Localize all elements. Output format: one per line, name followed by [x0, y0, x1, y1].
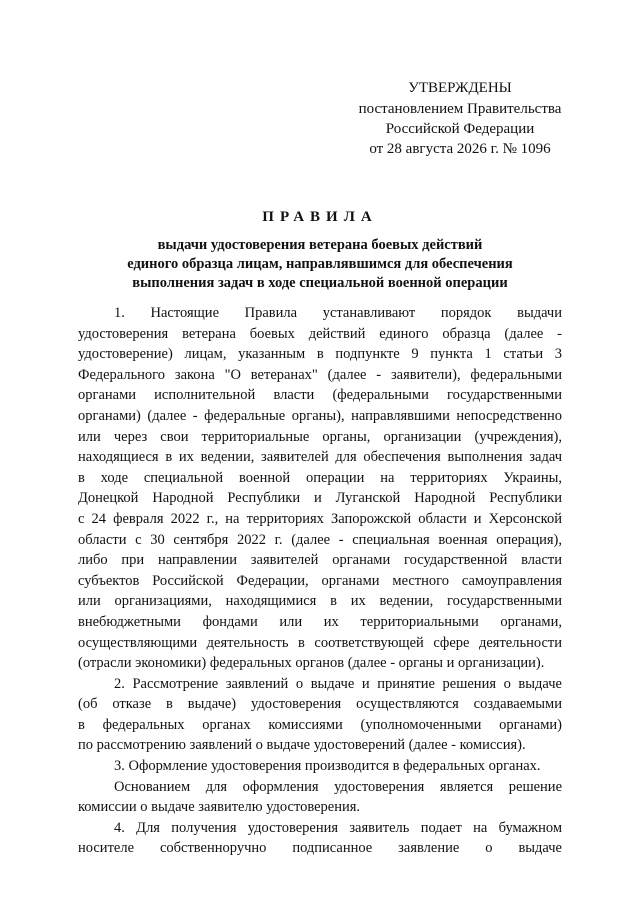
paragraph-line: 2. Рассмотрение заявлений о выдаче и принятие решения о выдаче: [114, 675, 562, 692]
document-title: ПРАВИЛА: [262, 209, 378, 225]
paragraph-line: (об отказе в выдаче) удостоверения осуществляются создаваемыми: [78, 696, 562, 713]
paragraph-line: с 24 февраля 2022 г., на территориях Запорожской области и Херсонской: [78, 510, 562, 527]
paragraph-line: субъектов Российской Федерации, органами местного самоуправления: [78, 572, 562, 589]
subtitle-line: выдачи удостоверения ветерана боевых действий: [157, 237, 483, 253]
paragraph-line: Федерального закона "О ветеранах" (далее - заявители), федеральными: [78, 366, 562, 383]
paragraph-line: или через свои территориальные органы, организации (учреждения),: [78, 428, 562, 445]
paragraph-line: Донецкой Народной Республики и Луганской Народной Республики: [78, 490, 562, 507]
subtitle-line: единого образца лицам, направлявшимся для обеспечения: [127, 256, 513, 272]
paragraph-line: находящиеся в их ведении, заявителей для обеспечения выполнения задач: [78, 449, 562, 466]
paragraph-line: (отрасли экономики) федеральных органов (далее - органы и организации).: [78, 655, 545, 672]
paragraph-line: в федеральных органах комиссиями (уполномоченными органами): [78, 716, 562, 733]
paragraph-line: 4. Для получения удостоверения заявитель подает на бумажном: [114, 819, 562, 836]
approval-line: постановлением Правительства: [358, 101, 562, 117]
paragraph-line: либо при направлении заявителей органами государственной власти: [78, 552, 562, 569]
paragraph-line: удостоверение) лицам, указанным в подпункте 9 пункта 1 статьи 3: [78, 346, 562, 363]
document-subtitle: [60, 236, 580, 293]
approval-heading: УТВЕРЖДЕНЫ: [408, 80, 512, 96]
paragraph-line: органами исполнительной власти (федеральными государственными: [78, 387, 562, 404]
paragraph: [78, 777, 562, 818]
paragraph-line: в ходе специальной военной операции на территориях Украины,: [78, 469, 562, 486]
paragraph-line: 1. Настоящие Правила устанавливают порядок выдачи: [114, 305, 562, 321]
document-body: [78, 303, 562, 859]
paragraph-line: осуществляющими деятельность в соответствующей сфере деятельности: [78, 634, 562, 651]
paragraph-line: органами) (далее - федеральные органы), направлявшими непосредственно: [78, 407, 562, 424]
paragraph-line: внебюджетными фондами или их территориальными органами,: [78, 613, 562, 630]
approval-line: Российской Федерации: [385, 121, 535, 137]
paragraph-line: Основанием для оформления удостоверения является решение: [114, 778, 562, 795]
approval-line: от 28 августа 2026 г. № 1096: [369, 141, 551, 157]
paragraph-line: 3. Оформление удостоверения производится в федеральных органах.: [114, 758, 541, 775]
paragraph: [78, 674, 562, 756]
paragraph-line: комиссии о выдаче заявителю удостоверения.: [78, 799, 361, 816]
document-title-block: [60, 208, 580, 293]
approval-stamp: [330, 78, 590, 159]
subtitle-line: выполнения задач в ходе специальной военной операции: [132, 275, 508, 291]
paragraph-line: по рассмотрению заявлений о выдаче удостоверений (далее - комиссия).: [78, 737, 526, 754]
paragraph: [78, 756, 562, 777]
paragraph-line: носителе собственноручно подписанное заявление о выдаче: [78, 840, 562, 857]
paragraph: [78, 303, 562, 674]
paragraph: [78, 818, 562, 859]
paragraph-line: удостоверения ветерана боевых действий единого образца (далее -: [78, 325, 562, 342]
paragraph-line: области с 30 сентября 2022 г. (далее - специальная военная операция),: [78, 531, 562, 548]
paragraph-line: или организациями, находящимися в их ведении, государственными: [78, 593, 562, 610]
